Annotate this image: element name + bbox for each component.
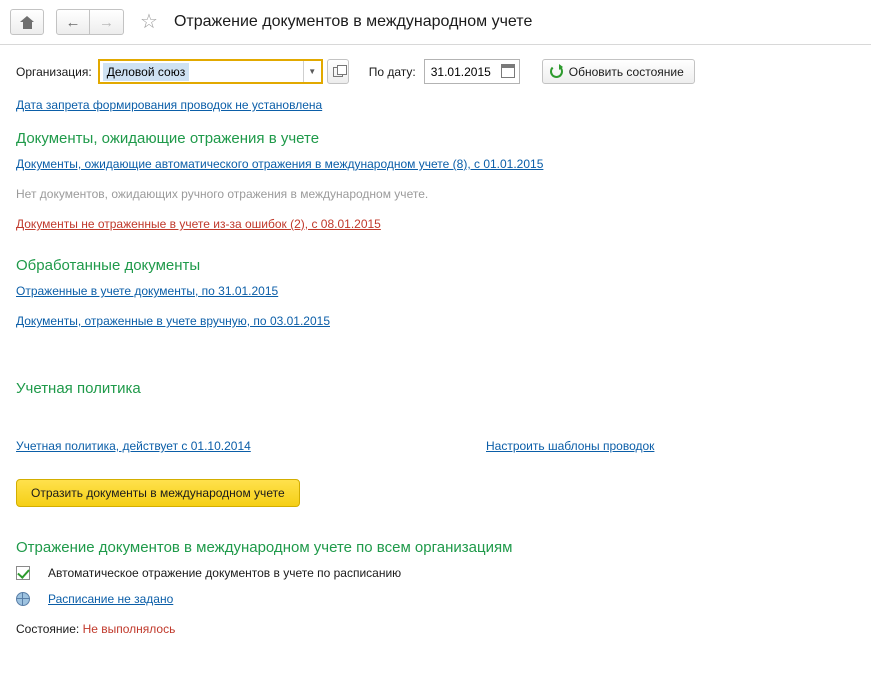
refresh-state-label: Обновить состояние (568, 64, 684, 79)
processed-manual-link[interactable]: Документы, отраженные в учете вручную, по 03.01.2015 (16, 314, 330, 328)
forward-button[interactable] (90, 9, 124, 35)
window-toolbar (0, 0, 871, 45)
state-row (16, 622, 855, 636)
refresh-state-button[interactable] (542, 59, 695, 84)
main-content (0, 45, 871, 636)
all-orgs-heading: Отражение документов в международном учете по всем организациям (16, 539, 513, 556)
pending-manual-empty-text: Нет документов, ожидающих ручного отражения в международном учете. (16, 187, 429, 201)
navigation-buttons (56, 9, 124, 35)
policy-link-cell (16, 439, 486, 453)
setup-templates-link[interactable]: Настроить шаблоны проводок (486, 439, 655, 453)
home-button[interactable] (10, 9, 44, 35)
reflect-documents-button[interactable]: Отразить документы в международном учете (16, 479, 300, 507)
ban-date-row (16, 98, 855, 112)
date-label: По дату: (368, 64, 416, 79)
processed-manual-row (16, 314, 855, 328)
policy-links-row (16, 439, 855, 453)
filter-bar (16, 59, 855, 84)
auto-schedule-checkbox-row[interactable] (16, 566, 855, 580)
state-label: Состояние: (16, 622, 80, 636)
back-button[interactable] (56, 9, 90, 35)
arrow-right-icon: → (99, 13, 114, 31)
organization-select-button[interactable] (327, 59, 349, 84)
policy-heading: Учетная политика (16, 380, 141, 397)
pending-auto-link[interactable]: Документы, ожидающие автоматического отражения в международном учете (8), с 01.01.2015 (16, 157, 544, 171)
schedule-link[interactable]: Расписание не задано (48, 592, 174, 606)
templates-link-cell (486, 439, 654, 453)
auto-schedule-checkbox[interactable] (16, 566, 30, 580)
chevron-down-icon[interactable]: ▼ (303, 61, 321, 82)
favorite-star-icon[interactable]: ☆ (140, 11, 158, 33)
pending-errors-row (16, 217, 855, 231)
ban-date-link[interactable]: Дата запрета формирования проводок не установлена (16, 98, 323, 112)
date-input[interactable] (424, 59, 520, 84)
policy-link[interactable]: Учетная политика, действует с 01.10.2014 (16, 439, 251, 453)
open-selection-icon (333, 67, 343, 77)
auto-schedule-label: Автоматическое отражение документов в учете по расписанию (48, 566, 402, 580)
home-icon (20, 16, 35, 29)
globe-icon (16, 592, 30, 606)
schedule-row (16, 592, 855, 606)
pending-auto-row (16, 157, 855, 171)
processed-reflected-row (16, 284, 855, 298)
pending-errors-link[interactable]: Документы не отраженные в учете из-за ошибок (2), с 08.01.2015 (16, 217, 381, 231)
organization-value: Деловой союз (103, 63, 189, 81)
organization-field-group (98, 59, 349, 84)
page-title: Отражение документов в международном учете (173, 13, 533, 30)
processed-reflected-link[interactable]: Отраженные в учете документы, по 31.01.2015 (16, 284, 279, 298)
state-value: Не выполнялось (82, 622, 176, 636)
calendar-icon[interactable] (501, 64, 515, 78)
organization-label: Организация: (16, 64, 92, 79)
organization-input[interactable] (98, 59, 323, 84)
pending-manual-empty-row (16, 187, 855, 201)
arrow-left-icon: ← (65, 13, 81, 31)
pending-heading: Документы, ожидающие отражения в учете (16, 130, 320, 147)
processed-heading: Обработанные документы (16, 257, 201, 274)
refresh-icon (550, 65, 563, 78)
date-value: 31.01.2015 (430, 64, 491, 79)
